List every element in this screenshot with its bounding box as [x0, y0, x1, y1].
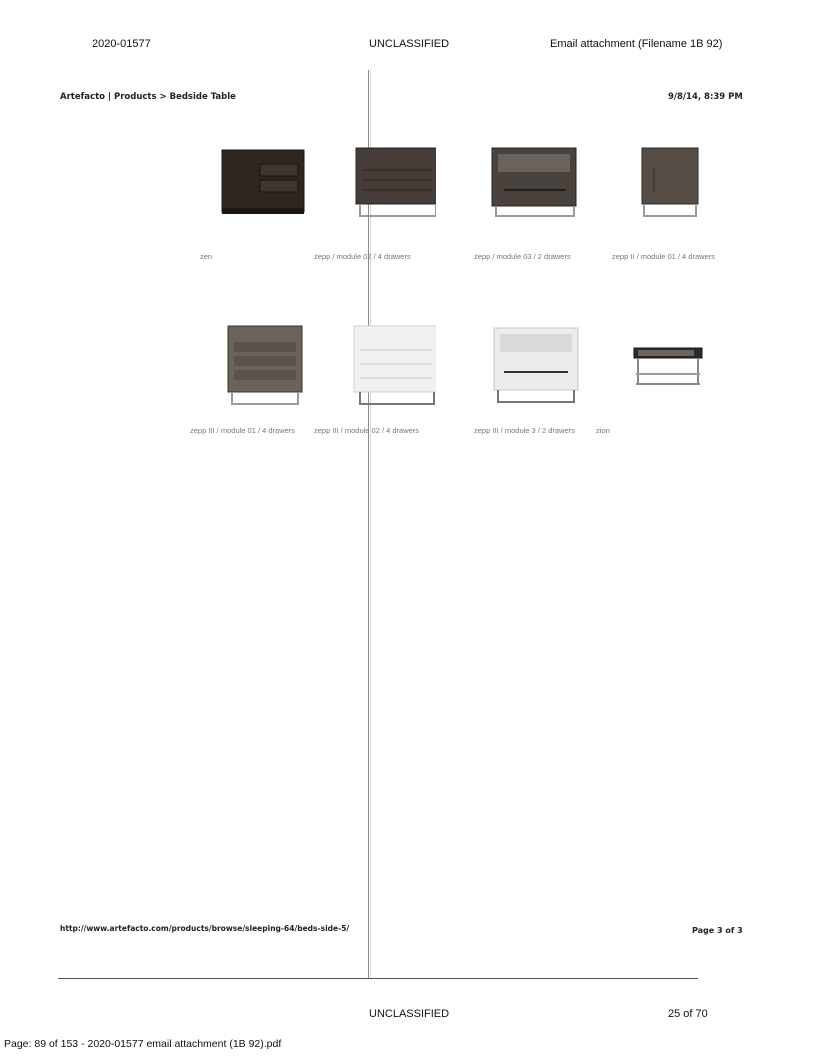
document-id: 2020-01577 — [92, 38, 151, 50]
product-card[interactable] — [470, 320, 592, 460]
product-image[interactable] — [314, 320, 436, 412]
product-caption[interactable]: zepp II / module 01 / 4 drawers — [612, 252, 715, 261]
product-card[interactable] — [200, 140, 322, 270]
product-image[interactable] — [470, 140, 592, 230]
product-caption[interactable]: zion — [596, 426, 610, 435]
product-caption[interactable]: zen — [200, 252, 213, 261]
product-caption[interactable]: zepp III / module 01 / 4 drawers — [190, 426, 296, 435]
divider — [58, 978, 698, 979]
product-caption[interactable]: zepp / module 02 / 4 drawers — [314, 252, 411, 261]
product-caption[interactable]: zepp III / module 3 / 2 drawers — [474, 426, 575, 435]
product-image[interactable] — [314, 140, 436, 230]
product-image[interactable] — [608, 320, 730, 412]
product-card[interactable] — [314, 320, 436, 460]
product-card[interactable] — [596, 320, 730, 460]
product-caption[interactable]: zepp / module 03 / 2 drawers — [474, 252, 571, 261]
page-number: Page 3 of 3 — [692, 926, 743, 935]
classification-bottom: UNCLASSIFIED — [369, 1008, 450, 1020]
page-count: 25 of 70 — [668, 1008, 708, 1020]
print-timestamp: 9/8/14, 8:39 PM — [668, 92, 743, 102]
product-image[interactable] — [200, 140, 322, 230]
product-card[interactable] — [608, 140, 730, 270]
classification-top: UNCLASSIFIED — [369, 38, 450, 50]
product-caption[interactable]: zepp III / module 02 / 4 drawers — [314, 426, 420, 435]
file-info: Page: 89 of 153 - 2020-01577 email attachment (1B 92).pdf — [4, 1038, 282, 1050]
page-url[interactable]: http://www.artefacto.com/products/browse/sleeping-64/beds-side-5/ — [60, 924, 350, 933]
attachment-label: Email attachment (Filename 1B 92) — [550, 38, 723, 50]
product-image[interactable] — [608, 140, 730, 230]
product-card[interactable] — [314, 140, 436, 270]
product-card[interactable] — [190, 320, 322, 460]
breadcrumb[interactable]: Artefacto | Products > Bedside Table — [60, 92, 236, 102]
product-image[interactable] — [470, 320, 592, 412]
product-card[interactable] — [470, 140, 592, 270]
product-image[interactable] — [200, 320, 322, 412]
